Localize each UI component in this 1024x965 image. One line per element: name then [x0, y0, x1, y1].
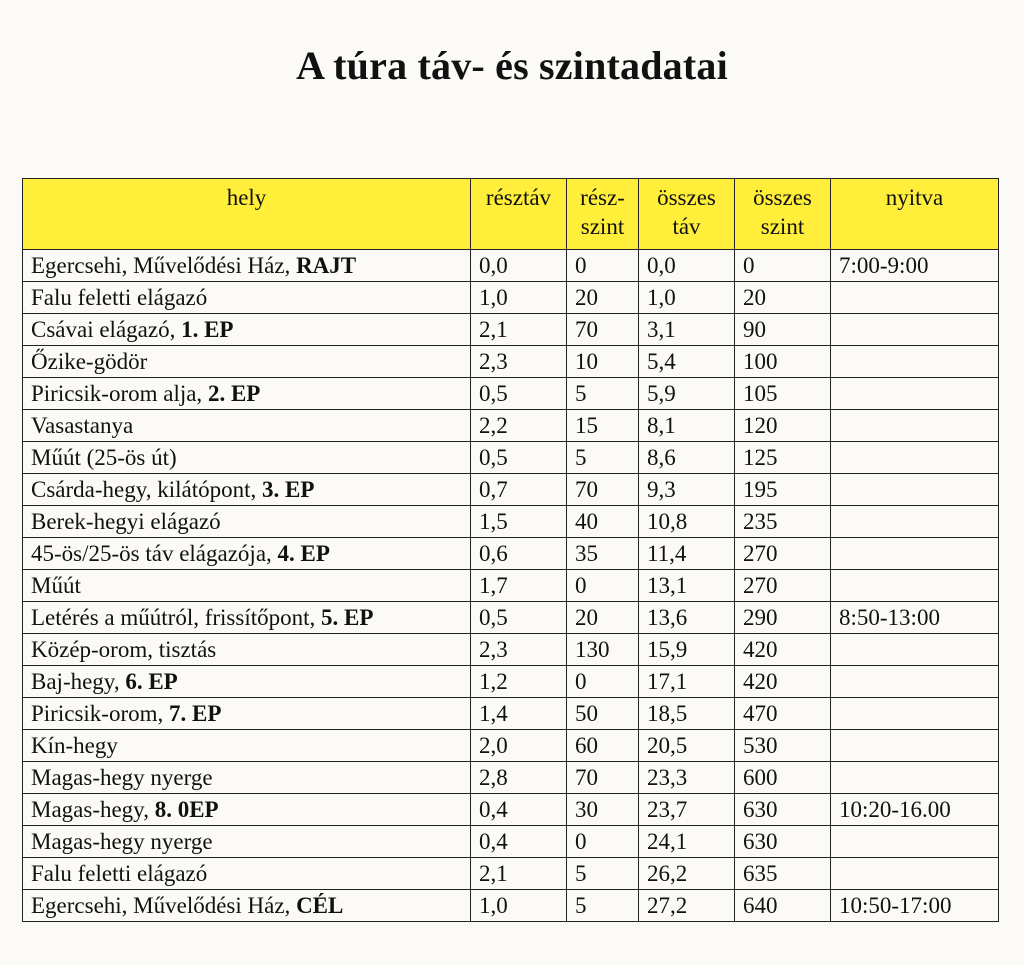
cell-reszszint: 130 [567, 634, 639, 666]
cell-resztav: 0,5 [471, 602, 567, 634]
cell-hely [23, 762, 471, 794]
column-header-osszestav: összes táv [639, 179, 735, 250]
cell-resztav: 2,8 [471, 762, 567, 794]
cell-nyitva [831, 698, 999, 730]
cell-reszszint: 10 [567, 346, 639, 378]
cell-osszestav: 27,2 [639, 890, 735, 922]
table-row [23, 346, 999, 378]
table-body [23, 250, 999, 922]
cell-hely [23, 250, 471, 282]
cell-nyitva [831, 762, 999, 794]
location-name: Egercsehi, Művelődési Ház, [31, 893, 297, 918]
cell-nyitva [831, 538, 999, 570]
cell-osszesszint: 470 [735, 698, 831, 730]
cell-resztav: 1,7 [471, 570, 567, 602]
cell-osszestav: 24,1 [639, 826, 735, 858]
cell-hely [23, 410, 471, 442]
location-name: Falu feletti elágazó [31, 285, 208, 310]
table-row [23, 730, 999, 762]
location-name: 45-ös/25-ös táv elágazója, [31, 541, 278, 566]
checkpoint-label: 4. EP [277, 541, 330, 566]
cell-hely [23, 378, 471, 410]
cell-resztav: 0,4 [471, 794, 567, 826]
location-name: Baj-hegy, [31, 669, 126, 694]
cell-osszesszint: 270 [735, 538, 831, 570]
checkpoint-label: 5. EP [321, 605, 374, 630]
cell-osszesszint: 120 [735, 410, 831, 442]
location-name: Letérés a műútról, frissítőpont, [31, 605, 321, 630]
cell-nyitva: 8:50-13:00 [831, 602, 999, 634]
table-row [23, 634, 999, 666]
table-row [23, 314, 999, 346]
cell-osszesszint: 0 [735, 250, 831, 282]
cell-resztav: 1,0 [471, 890, 567, 922]
cell-osszestav: 10,8 [639, 506, 735, 538]
table-row [23, 442, 999, 474]
cell-hely [23, 794, 471, 826]
location-name: Műút [31, 573, 81, 598]
cell-hely [23, 538, 471, 570]
cell-nyitva [831, 570, 999, 602]
cell-hely [23, 506, 471, 538]
cell-nyitva [831, 506, 999, 538]
cell-reszszint: 35 [567, 538, 639, 570]
table-row [23, 858, 999, 890]
column-header-resztav: résztáv [471, 179, 567, 250]
table-row [23, 250, 999, 282]
cell-osszesszint: 420 [735, 666, 831, 698]
cell-osszesszint: 125 [735, 442, 831, 474]
cell-nyitva [831, 346, 999, 378]
cell-resztav: 1,5 [471, 506, 567, 538]
cell-nyitva [831, 826, 999, 858]
location-name: Csávai elágazó, [31, 317, 182, 342]
cell-osszestav: 1,0 [639, 282, 735, 314]
cell-osszestav: 11,4 [639, 538, 735, 570]
cell-hely [23, 282, 471, 314]
location-name: Falu feletti elágazó [31, 861, 208, 886]
cell-hely [23, 698, 471, 730]
cell-osszesszint: 630 [735, 826, 831, 858]
column-header-nyitva: nyitva [831, 179, 999, 250]
cell-resztav: 0,6 [471, 538, 567, 570]
cell-osszesszint: 20 [735, 282, 831, 314]
checkpoint-label: 6. EP [125, 669, 178, 694]
table-row [23, 602, 999, 634]
cell-osszestav: 17,1 [639, 666, 735, 698]
location-name: Közép-orom, tisztás [31, 637, 217, 662]
route-table [22, 178, 999, 922]
cell-reszszint: 70 [567, 474, 639, 506]
cell-reszszint: 5 [567, 378, 639, 410]
cell-osszestav: 9,3 [639, 474, 735, 506]
cell-osszestav: 5,9 [639, 378, 735, 410]
cell-reszszint: 15 [567, 410, 639, 442]
cell-resztav: 2,1 [471, 314, 567, 346]
table-row [23, 826, 999, 858]
location-name: Műút (25-ös út) [31, 445, 177, 470]
table-row [23, 282, 999, 314]
cell-resztav: 1,2 [471, 666, 567, 698]
cell-hely [23, 474, 471, 506]
location-name: Magas-hegy nyerge [31, 829, 213, 854]
cell-osszesszint: 630 [735, 794, 831, 826]
cell-osszestav: 23,7 [639, 794, 735, 826]
table-row [23, 538, 999, 570]
checkpoint-label: CÉL [296, 893, 344, 918]
cell-hely [23, 730, 471, 762]
cell-osszesszint: 90 [735, 314, 831, 346]
cell-osszesszint: 235 [735, 506, 831, 538]
cell-resztav: 0,5 [471, 442, 567, 474]
page-title: A túra táv- és szintadatai [296, 43, 728, 88]
column-header-osszesszint: összes szint [735, 179, 831, 250]
cell-hely [23, 314, 471, 346]
cell-reszszint: 60 [567, 730, 639, 762]
cell-hely [23, 442, 471, 474]
location-name: Vasastanya [31, 413, 134, 438]
location-name: Piricsik-orom, [31, 701, 169, 726]
table-row [23, 762, 999, 794]
cell-reszszint: 0 [567, 570, 639, 602]
cell-hely [23, 634, 471, 666]
cell-osszesszint: 290 [735, 602, 831, 634]
cell-resztav: 1,0 [471, 282, 567, 314]
cell-hely [23, 602, 471, 634]
cell-hely [23, 666, 471, 698]
checkpoint-label: 7. EP [169, 701, 222, 726]
cell-nyitva [831, 474, 999, 506]
cell-resztav: 2,3 [471, 634, 567, 666]
checkpoint-label: 2. EP [207, 381, 261, 406]
column-header-hely: hely [23, 179, 471, 250]
cell-nyitva [831, 314, 999, 346]
table-row [23, 666, 999, 698]
table-header-row [23, 179, 999, 250]
cell-nyitva [831, 858, 999, 890]
cell-osszesszint: 105 [735, 378, 831, 410]
cell-osszestav: 18,5 [639, 698, 735, 730]
cell-osszestav: 3,1 [639, 314, 735, 346]
cell-hely [23, 570, 471, 602]
cell-resztav: 2,3 [471, 346, 567, 378]
cell-osszestav: 13,1 [639, 570, 735, 602]
table-row [23, 378, 999, 410]
cell-osszesszint: 270 [735, 570, 831, 602]
cell-reszszint: 20 [567, 602, 639, 634]
cell-reszszint: 30 [567, 794, 639, 826]
cell-reszszint: 0 [567, 666, 639, 698]
cell-reszszint: 50 [567, 698, 639, 730]
cell-reszszint: 0 [567, 826, 639, 858]
cell-osszesszint: 635 [735, 858, 831, 890]
cell-osszestav: 26,2 [639, 858, 735, 890]
cell-resztav: 0,5 [471, 378, 567, 410]
cell-nyitva [831, 410, 999, 442]
location-name: Magas-hegy nyerge [31, 765, 213, 790]
cell-osszesszint: 530 [735, 730, 831, 762]
checkpoint-label: 3. EP [262, 477, 315, 502]
cell-nyitva [831, 666, 999, 698]
cell-reszszint: 0 [567, 250, 639, 282]
checkpoint-label: RAJT [296, 253, 357, 278]
cell-resztav: 0,4 [471, 826, 567, 858]
cell-osszesszint: 195 [735, 474, 831, 506]
location-name: Magas-hegy, [31, 797, 155, 822]
table-row [23, 570, 999, 602]
cell-osszestav: 20,5 [639, 730, 735, 762]
cell-nyitva [831, 730, 999, 762]
cell-reszszint: 70 [567, 314, 639, 346]
column-header-reszszint: rész- szint [567, 179, 639, 250]
cell-hely [23, 890, 471, 922]
cell-osszestav: 23,3 [639, 762, 735, 794]
cell-resztav: 2,1 [471, 858, 567, 890]
location-name: Egercsehi, Művelődési Ház, [31, 253, 297, 278]
table-row [23, 698, 999, 730]
cell-resztav: 0,7 [471, 474, 567, 506]
cell-osszesszint: 420 [735, 634, 831, 666]
location-name: Kín-hegy [31, 733, 118, 758]
location-name: Berek-hegyi elágazó [31, 509, 221, 534]
table-row [23, 410, 999, 442]
location-name: Őzike-gödör [31, 349, 148, 374]
cell-osszesszint: 640 [735, 890, 831, 922]
cell-resztav: 1,4 [471, 698, 567, 730]
cell-nyitva: 10:20-16.00 [831, 794, 999, 826]
table-row [23, 506, 999, 538]
cell-hely [23, 346, 471, 378]
cell-resztav: 2,2 [471, 410, 567, 442]
checkpoint-label: 8. 0EP [154, 797, 219, 822]
cell-resztav: 2,0 [471, 730, 567, 762]
cell-nyitva [831, 378, 999, 410]
location-name: Csárda-hegy, kilátópont, [31, 477, 263, 502]
cell-nyitva [831, 442, 999, 474]
cell-reszszint: 70 [567, 762, 639, 794]
cell-osszesszint: 100 [735, 346, 831, 378]
cell-nyitva: 7:00-9:00 [831, 250, 999, 282]
cell-osszestav: 0,0 [639, 250, 735, 282]
cell-resztav: 0,0 [471, 250, 567, 282]
cell-osszestav: 5,4 [639, 346, 735, 378]
cell-reszszint: 5 [567, 858, 639, 890]
checkpoint-label: 1. EP [181, 317, 234, 342]
cell-reszszint: 40 [567, 506, 639, 538]
cell-reszszint: 5 [567, 442, 639, 474]
cell-hely [23, 858, 471, 890]
cell-osszestav: 8,1 [639, 410, 735, 442]
table-row [23, 794, 999, 826]
cell-osszesszint: 600 [735, 762, 831, 794]
cell-reszszint: 20 [567, 282, 639, 314]
cell-osszestav: 15,9 [639, 634, 735, 666]
cell-hely [23, 826, 471, 858]
cell-osszestav: 13,6 [639, 602, 735, 634]
cell-reszszint: 5 [567, 890, 639, 922]
cell-nyitva [831, 634, 999, 666]
table-row [23, 474, 999, 506]
cell-nyitva [831, 282, 999, 314]
table-row [23, 890, 999, 922]
cell-osszestav: 8,6 [639, 442, 735, 474]
location-name: Piricsik-orom alja, [31, 381, 208, 406]
cell-nyitva: 10:50-17:00 [831, 890, 999, 922]
